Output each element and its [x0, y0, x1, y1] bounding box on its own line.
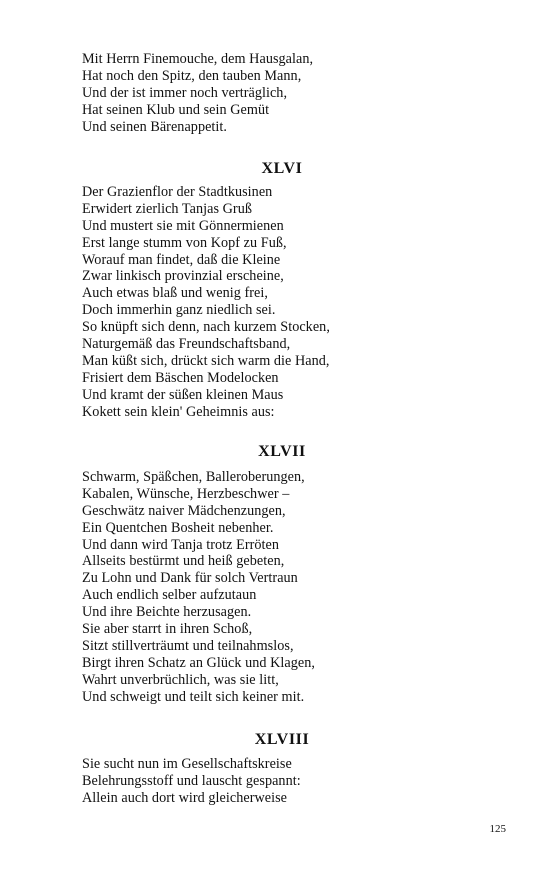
verse-line: Und seinen Bärenappetit. [82, 118, 228, 135]
verse-line: Frisiert dem Bäschen Modelocken [82, 369, 279, 386]
stanza-heading-xlvi: XLVI [261, 160, 303, 177]
verse-line: Auch endlich selber aufzutaun [82, 587, 257, 604]
verse-line: Ein Quentchen Bosheit nebenher. [82, 519, 274, 536]
verse-line: Und ihre Beichte herzusagen. [82, 604, 252, 621]
verse-line: Kabalen, Wünsche, Herzbeschwer – [82, 485, 290, 502]
verse-line: Zu Lohn und Dank für solch Vertraun [82, 570, 298, 587]
verse-line: Erwidert zierlich Tanjas Gruß [82, 200, 252, 217]
stanza-continuation [82, 51, 482, 135]
verse-line: Kokett sein klein' Geheimnis aus: [82, 403, 275, 420]
verse-line: Hat noch den Spitz, den tauben Mann, [82, 67, 302, 84]
verse-line: Sie aber starrt in ihren Schoß, [82, 621, 253, 638]
verse-line: Allseits bestürmt und heiß gebeten, [82, 553, 285, 570]
verse-line: Der Grazienflor der Stadtkusinen [82, 184, 273, 200]
verse-line: Worauf man findet, daß die Kleine [82, 251, 281, 268]
verse-line: Wahrt unverbrüchlich, was sie litt, [82, 671, 279, 688]
verse-line: Auch etwas blaß und wenig frei, [82, 285, 268, 302]
verse-line: Und mustert sie mit Gönnermienen [82, 217, 284, 234]
verse-line: Erst lange stumm von Kopf zu Fuß, [82, 234, 287, 251]
verse-line: Hat seinen Klub und sein Gemüt [82, 101, 270, 118]
verse-line: Und der ist immer noch verträglich, [82, 84, 288, 101]
stanza-xlvii [82, 469, 482, 705]
stanza-xlvi [82, 184, 482, 420]
verse-line: Zwar linkisch provinzial erscheine, [82, 268, 284, 285]
verse-line: Man küßt sich, drückt sich warm die Hand, [82, 352, 330, 369]
verse-line: Sitzt stillverträumt und teilnahmslos, [82, 637, 294, 654]
verse-line: Schwarm, Späßchen, Balleroberungen, [82, 469, 305, 485]
verse-line: Geschwätz naiver Mädchenzungen, [82, 502, 286, 519]
stanza-heading-xlviii: XLVIII [254, 731, 310, 748]
verse-line: Allein auch dort wird gleicherweise [82, 789, 288, 806]
verse-line: Und schweigt und teilt sich keiner mit. [82, 688, 305, 705]
verse-line: Belehrungsstoff und lauscht gespannt: [82, 772, 301, 789]
page-number: 125 [489, 823, 506, 835]
stanza-xlviii [82, 756, 482, 807]
verse-line: Und kramt der süßen kleinen Maus [82, 386, 284, 403]
verse-line: Naturgemäß das Freundschaftsband, [82, 336, 291, 353]
verse-line: Mit Herrn Finemouche, dem Hausgalan, [82, 51, 314, 67]
verse-line: Sie sucht nun im Gesellschaftskreise [82, 756, 292, 772]
verse-line: So knüpft sich denn, nach kurzem Stocken, [82, 319, 330, 336]
stanza-heading-xlvii: XLVII [258, 443, 306, 460]
verse-line: Und dann wird Tanja trotz Erröten [82, 536, 279, 553]
verse-line: Birgt ihren Schatz an Glück und Klagen, [82, 654, 315, 671]
verse-line: Doch immerhin ganz niedlich sei. [82, 302, 276, 319]
